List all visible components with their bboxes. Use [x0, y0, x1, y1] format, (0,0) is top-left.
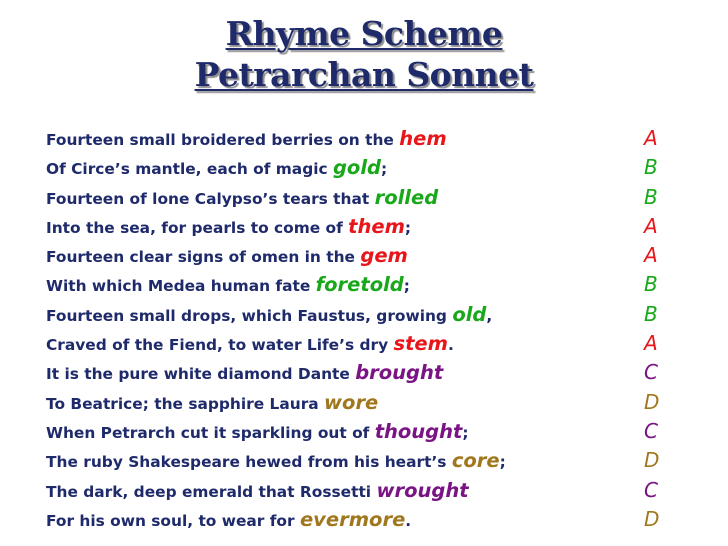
rhyme-word: gem — [360, 244, 408, 268]
poem-line-text: The dark, deep emerald that Rossetti — [46, 482, 377, 501]
poem-line-punctuation: ; — [403, 277, 410, 296]
poem-line — [46, 153, 606, 182]
scheme-letter: A — [644, 213, 658, 238]
scheme-letter: B — [644, 272, 658, 297]
poem-line-text: When Petrarch cut it sparkling out of — [46, 423, 375, 442]
scheme-letter: C — [644, 418, 658, 443]
rhyme-word: gold — [332, 156, 381, 180]
poem-line-punctuation: ; — [380, 160, 388, 179]
scheme-letter: A — [644, 126, 658, 150]
rhyme-word: core — [451, 449, 500, 473]
scheme-letter: D — [644, 389, 660, 414]
poem-line-text: Fourteen small broidered berries on the — [46, 131, 400, 149]
rhyme-word: thought — [374, 419, 463, 443]
rhyme-word: evermore — [299, 507, 406, 531]
poem-line — [46, 183, 606, 212]
poem-line — [46, 505, 606, 534]
rhyme-word: stem — [393, 332, 448, 356]
poem-line — [46, 446, 606, 475]
scheme-letter: B — [644, 301, 658, 326]
poem-line-punctuation: . — [447, 336, 454, 355]
poem-line-punctuation: , — [486, 306, 493, 325]
scheme-letter: C — [644, 477, 658, 502]
poem-line-text: The ruby Shakespeare hewed from his heart’s — [46, 453, 452, 472]
poem-line-text: To Beatrice; the sapphire Laura — [46, 394, 325, 413]
rhyme-scheme-column — [644, 124, 674, 534]
rhyme-word: them — [348, 214, 405, 238]
poem-line — [46, 212, 606, 241]
poem-line-text: It is the pure white diamond Dante — [46, 365, 356, 384]
poem-line-text: Into the sea, for pearls to come of — [46, 218, 349, 237]
poem-line-text: For his own soul, to wear for — [46, 511, 300, 530]
poem-line — [46, 417, 606, 446]
title-line-2: Petrarchan Sonnet — [194, 55, 534, 94]
poem-line — [46, 241, 606, 270]
scheme-letter: D — [644, 506, 660, 531]
poem-line — [46, 300, 606, 329]
poem-line-text: Craved of the Fiend, to water Life’s dry — [46, 336, 394, 355]
poem-body — [46, 124, 606, 534]
poem-line — [46, 124, 606, 153]
rhyme-word: foretold — [315, 273, 404, 297]
rhyme-word: wrought — [376, 478, 469, 502]
poem-line — [46, 329, 606, 358]
poem-line-punctuation: ; — [404, 218, 412, 237]
poem-line-punctuation: ; — [462, 423, 469, 442]
poem-line-text: Of Circe’s mantle, each of magic — [46, 160, 333, 179]
rhyme-word: old — [452, 302, 487, 326]
scheme-letter: B — [644, 184, 658, 209]
poem-line-punctuation: ; — [499, 453, 506, 472]
poem-line — [46, 388, 606, 417]
poem-line — [46, 476, 606, 505]
poem-line — [46, 270, 606, 299]
title-line-1: Rhyme Scheme — [225, 14, 503, 53]
poem-line-punctuation: . — [405, 511, 412, 530]
poem-line-text: Fourteen clear signs of omen in the — [46, 248, 361, 267]
rhyme-word: hem — [399, 127, 447, 150]
scheme-letter: D — [644, 448, 660, 473]
rhyme-word: wore — [324, 390, 379, 414]
rhyme-word: brought — [355, 361, 444, 385]
poem-line — [46, 358, 606, 387]
poem-line-text: Fourteen of lone Calypso’s tears that — [46, 189, 375, 208]
rhyme-word: rolled — [374, 185, 439, 209]
scheme-letter: C — [644, 360, 658, 385]
poem-line-text: Fourteen small drops, which Faustus, growing — [46, 306, 453, 325]
poem-line-text: With which Medea human fate — [46, 277, 316, 296]
scheme-letter: B — [644, 155, 658, 180]
scheme-letter: A — [644, 243, 658, 268]
scheme-letter: A — [644, 331, 658, 356]
